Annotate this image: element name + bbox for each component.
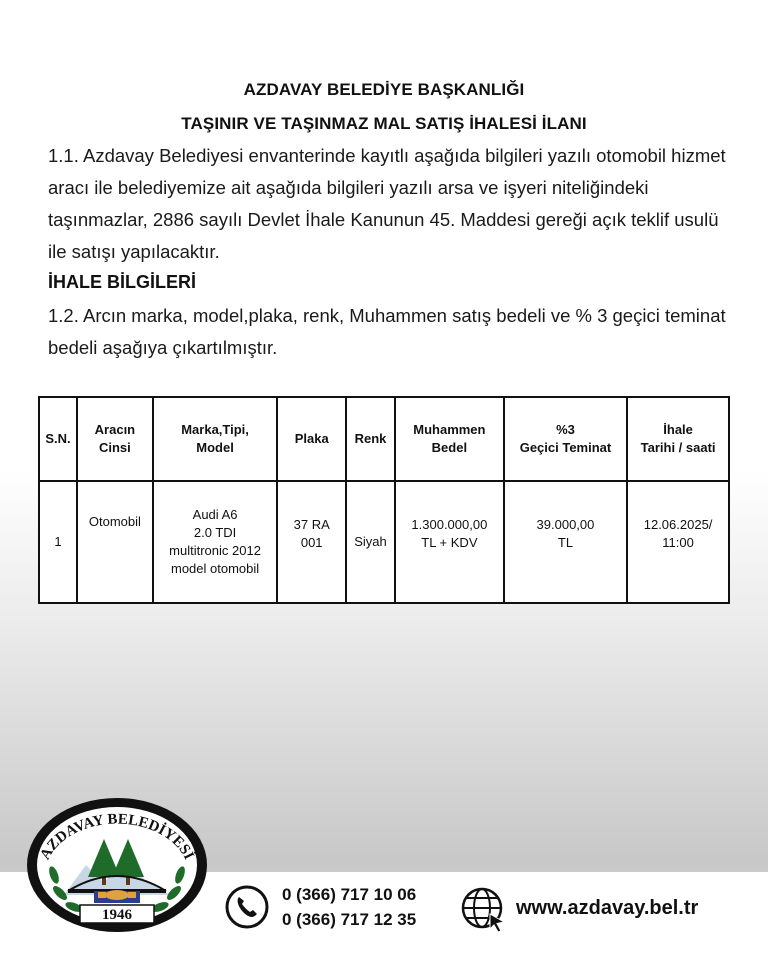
intro-paragraph: 1.1. Azdavay Belediyesi envanterinde kayıtlı aşağıda bilgileri yazılı otomobil hizmet aracı ile belediyemize ait aşağıda bilgileri yazılı arsa ve işyeri niteliğindeki taşınmazlar, 2886 sayılı Devlet İhale Kanunun 45. Maddesi gereği açık teklif usulü ile satışı yapılacaktır. bbox=[48, 145, 726, 262]
header-guarantee: %3 Geçici Teminat bbox=[504, 397, 627, 481]
auction-table bbox=[38, 396, 730, 604]
logo-arc-text: AZDAVAY BELEDİYESİ bbox=[37, 811, 197, 863]
header-auction-date: İhale Tarihi / saati bbox=[627, 397, 729, 481]
header-sn: S.N. bbox=[39, 397, 77, 481]
cell-brand-model: Audi A6 2.0 TDI multitronic 2012 model otomobil bbox=[153, 481, 278, 603]
page-subtitle: TAŞINIR VE TAŞINMAZ MAL SATIŞ İHALESİ İLANI bbox=[181, 114, 587, 133]
cell-color: Siyah bbox=[346, 481, 395, 603]
phone-number-2[interactable]: 0 (366) 717 12 35 bbox=[282, 910, 417, 929]
phone-icon bbox=[224, 884, 270, 930]
cell-estimated-price: 1.300.000,00 TL + KDV bbox=[395, 481, 504, 603]
cell-guarantee: 39.000,00 TL bbox=[504, 481, 627, 603]
header-color: Renk bbox=[346, 397, 395, 481]
header-plate: Plaka bbox=[277, 397, 346, 481]
globe-icon bbox=[460, 886, 508, 934]
website-link[interactable]: www.azdavay.bel.tr bbox=[516, 897, 699, 919]
logo-year: 1946 bbox=[102, 907, 132, 923]
table-header-row bbox=[39, 397, 729, 481]
table-row bbox=[39, 481, 729, 603]
phone-number-1[interactable]: 0 (366) 717 10 06 bbox=[282, 885, 417, 904]
municipality-logo bbox=[24, 795, 210, 935]
details-paragraph: 1.2. Arcın marka, model,plaka, renk, Muhammen satış bedeli ve % 3 geçici teminat bedeli aşağıya çıkartılmıştır. bbox=[48, 305, 726, 358]
cell-plate: 37 RA 001 bbox=[277, 481, 346, 603]
header-vehicle-type: Aracın Cinsi bbox=[77, 397, 153, 481]
section-heading: İHALE BİLGİLERİ bbox=[48, 272, 196, 292]
cell-sn: 1 bbox=[39, 481, 77, 603]
page-title: AZDAVAY BELEDİYE BAŞKANLIĞI bbox=[243, 80, 525, 99]
header-estimated-price: Muhammen Bedel bbox=[395, 397, 504, 481]
cell-vehicle-type: Otomobil bbox=[77, 481, 153, 603]
header-brand-model: Marka,Tipi, Model bbox=[153, 397, 278, 481]
cell-auction-date: 12.06.2025/ 11:00 bbox=[627, 481, 729, 603]
